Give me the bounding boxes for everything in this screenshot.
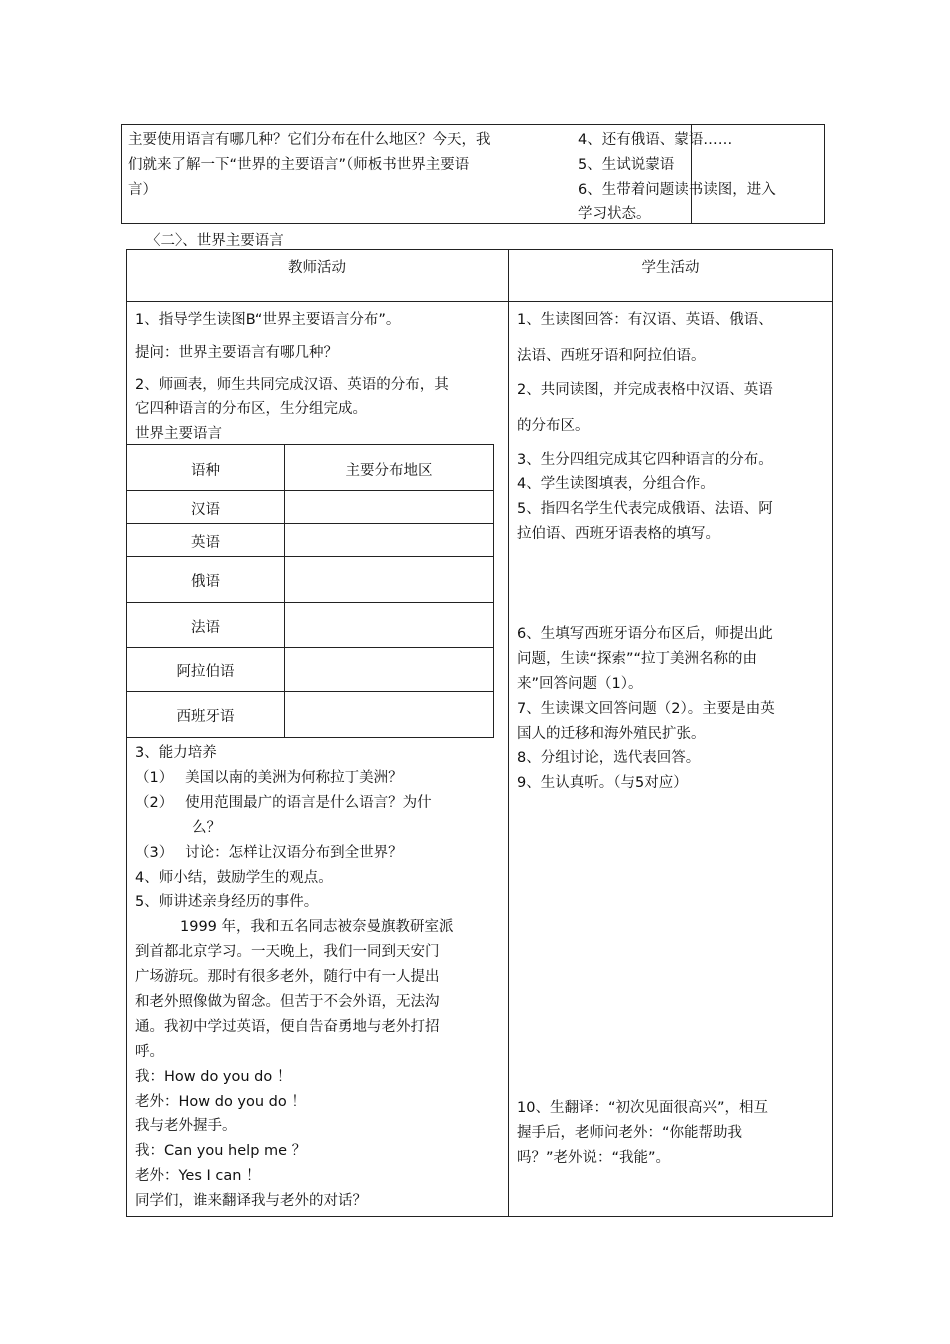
story-line: 到首都北京学习。一天晚上，我们一同到天安门 <box>135 944 440 960</box>
language-table-row-divider <box>127 556 494 557</box>
student-line: 问题，生读“探索”“拉丁美洲名称的由 <box>517 651 758 667</box>
story-line: 呼。 <box>135 1044 164 1060</box>
language-cell: 西班牙语 <box>176 709 235 725</box>
dialogue-line: 我：How do you do ！ <box>135 1069 292 1085</box>
header-teacher-activity: 教师活动 <box>288 260 346 276</box>
teacher-line: 2、师画表，师生共同完成汉语、英语的分布，其 <box>135 377 449 393</box>
teacher-line: 5、师讲述亲身经历的事件。 <box>135 894 319 910</box>
language-table-row-divider <box>127 523 494 524</box>
teacher-line: 它四种语言的分布区，生分组完成。 <box>135 401 367 417</box>
language-header: 语种 <box>191 463 220 479</box>
top-right-line: 学习状态。 <box>578 206 651 222</box>
header-student-activity: 学生活动 <box>641 260 700 276</box>
student-line: 10、生翻译：“初次见面很高兴”，相互 <box>517 1100 768 1116</box>
language-cell: 英语 <box>191 535 220 551</box>
teacher-line: （1） 美国以南的美洲为何称拉丁美洲？ <box>135 770 403 786</box>
top-left-line: 主要使用语言有哪几种？它们分布在什么地区？今天，我 <box>128 132 491 148</box>
teacher-line: 1、指导学生读图B“世界主要语言分布”。 <box>135 312 401 328</box>
language-table-row-divider <box>127 647 494 648</box>
student-line: 握手后，老师问老外：“你能帮助我 <box>517 1125 743 1141</box>
language-table-row-divider <box>127 490 494 491</box>
student-line: 法语、西班牙语和阿拉伯语。 <box>517 348 706 364</box>
student-line: 2、共同读图，并完成表格中汉语、英语 <box>517 382 773 398</box>
main-table-column-divider <box>508 249 509 1217</box>
dialogue-line: 我：Can you help me ？ <box>135 1143 307 1159</box>
teacher-line: 同学们，谁来翻译我与老外的对话？ <box>135 1193 367 1209</box>
section-title: 〈二〉、世界主要语言 <box>146 233 284 249</box>
dialogue-line: 老外：Yes I can ！ <box>135 1168 261 1184</box>
student-line: 的分布区。 <box>517 418 590 434</box>
story-line: 和老外照像做为留念。但苦于不会外语，无法沟 <box>135 994 440 1010</box>
top-left-line: 们就来了解一下“世界的主要语言”（师板书世界主要语 <box>128 157 470 173</box>
top-right-line: 4、还有俄语、蒙语…… <box>578 132 733 148</box>
main-table-header-divider <box>126 301 833 302</box>
teacher-line: 提问：世界主要语言有哪几种？ <box>135 345 338 361</box>
region-header: 主要分布地区 <box>345 463 433 479</box>
language-cell: 俄语 <box>191 574 220 590</box>
student-line: 6、生填写西班牙语分布区后，师提出此 <box>517 626 773 642</box>
student-line: 4、学生读图填表，分组合作。 <box>517 476 715 492</box>
student-line: 9、生认真听。（与5对应） <box>517 775 688 791</box>
top-right-line: 6、生带着问题读书读图，进入 <box>578 182 776 198</box>
teacher-line: （3） 讨论：怎样让汉语分布到全世界？ <box>135 845 403 861</box>
language-table <box>127 444 494 738</box>
language-cell: 汉语 <box>191 502 220 518</box>
student-line: 7、生读课文回答问题（2）。主要是由英 <box>517 701 775 717</box>
teacher-line: （2） 使用范围最广的语言是什么语言？为什 <box>135 795 432 811</box>
student-line: 吗？”老外说：“我能”。 <box>517 1150 671 1166</box>
teacher-line: 3、能力培养 <box>135 745 217 761</box>
top-left-line: 言） <box>128 182 157 198</box>
teacher-line: 么？ <box>192 820 221 836</box>
language-table-column-divider <box>284 444 285 738</box>
student-line: 国人的迁移和海外殖民扩张。 <box>517 726 706 742</box>
student-line: 1、生读图回答：有汉语、英语、俄语、 <box>517 312 773 328</box>
language-table-row-divider <box>127 602 494 603</box>
language-table-row-divider <box>127 691 494 692</box>
top-right-line: 5、生试说蒙语 <box>578 157 675 173</box>
dialogue-line: 我与老外握手。 <box>135 1118 237 1134</box>
student-line: 8、分组讨论，选代表回答。 <box>517 750 701 766</box>
student-line: 拉伯语、西班牙语表格的填写。 <box>517 526 720 542</box>
teacher-line: 4、师小结，鼓励学生的观点。 <box>135 870 333 886</box>
language-cell: 阿拉伯语 <box>176 664 235 680</box>
story-line: 通。我初中学过英语，便自告奋勇地与老外打招 <box>135 1019 440 1035</box>
language-cell: 法语 <box>191 620 220 636</box>
student-line: 3、生分四组完成其它四种语言的分布。 <box>517 452 773 468</box>
lang-table-title: 世界主要语言 <box>135 426 222 442</box>
dialogue-line: 老外：How do you do ！ <box>135 1094 306 1110</box>
story-line: 1999 年，我和五名同志被奈曼旗教研室派 <box>180 919 454 935</box>
story-line: 广场游玩。那时有很多老外，随行中有一人提出 <box>135 969 440 985</box>
student-line: 来”回答问题（1）。 <box>517 676 643 692</box>
student-line: 5、指四名学生代表完成俄语、法语、阿 <box>517 501 773 517</box>
